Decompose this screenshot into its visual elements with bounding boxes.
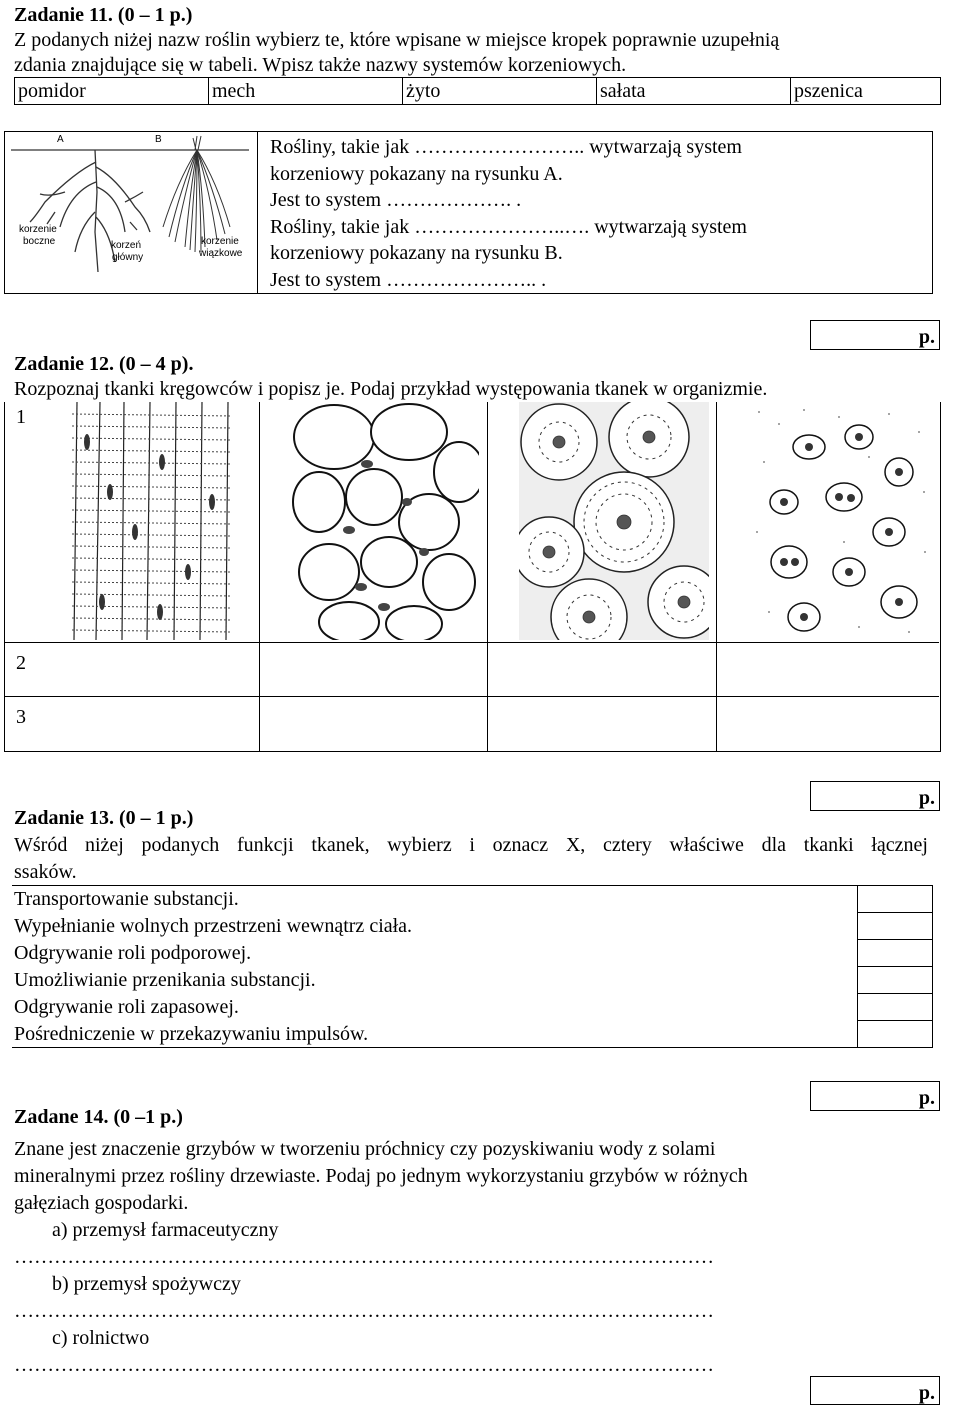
function-label: Wypełnianie wolnych przestrzeni wewnątrz ciała. <box>14 915 413 937</box>
function-answer-box[interactable] <box>858 886 933 913</box>
task14-text-line1: Znane jest znaczenie grzybów w tworzeniu próchnicy czy pozyskiwaniu wody z solami <box>14 1138 716 1160</box>
function-answer-box[interactable] <box>858 967 933 994</box>
function-label: Pośredniczenie w przekazywaniu impulsów. <box>12 1021 858 1048</box>
root-systems-illustration <box>5 132 257 293</box>
task12-instruction: Rozpoznaj tkanki kręgowców i popisz je. Podaj przykład występowania tkanek w organizmie. <box>14 378 768 400</box>
task13-intro-line1: Wśród niżej podanych funkcji tkanek, wybierz i oznacz X, cztery właściwe dla tkanki łącznej <box>14 834 928 856</box>
root-sentence-line: Rośliny, takie jak …………………….. wytwarzają system <box>270 136 742 158</box>
root-sentence-line: Rośliny, takie jak …………………..…. wytwarzają system <box>270 215 747 238</box>
task14-text-line2: mineralnymi przez rośliny drzewiaste. Podaj po jednym wykorzystaniu grzybów w różnych <box>14 1165 748 1187</box>
task13-title: Zadanie 13. (0 – 1 p.) <box>14 807 194 829</box>
function-row <box>12 940 933 967</box>
function-label: Umożliwianie przenikania substancji. <box>14 969 316 991</box>
tissue-row-label: 3 <box>16 706 26 728</box>
function-answer-box[interactable] <box>858 940 933 967</box>
function-row <box>12 1021 933 1048</box>
task14-answer-dots-b[interactable]: …………………………………………………………………………………………… <box>14 1300 714 1322</box>
task14-title: Zadane 14. (0 –1 p.) <box>14 1106 183 1128</box>
plant-name-cell: mech <box>209 78 403 105</box>
function-row <box>12 994 933 1021</box>
tissue-table <box>4 402 939 752</box>
fig-label-korzenie-boczne-2: boczne <box>23 236 56 247</box>
task14-item-a: a) przemysł farmaceutyczny <box>52 1219 279 1241</box>
task14-answer-dots-a[interactable]: …………………………………………………………………………………………… <box>14 1246 714 1268</box>
muscle-tissue-image <box>72 402 232 640</box>
root-figure-cell <box>5 132 258 293</box>
function-answer-box[interactable] <box>858 913 933 940</box>
bone-tissue-image <box>519 402 709 640</box>
function-answer-box[interactable] <box>858 994 933 1021</box>
fig-label-korzen-glowny-2: główny <box>112 252 144 263</box>
task11-intro-line2: zdania znajdujące się w tabeli. Wpisz także nazwy systemów korzeniowych. <box>14 54 627 76</box>
fig-label-korzenie-wiazkowe-2: wiązkowe <box>199 248 243 259</box>
plant-name-cell: pszenica <box>791 78 941 105</box>
plant-name-cell: sałata <box>597 78 791 105</box>
task14-answer-dots-c[interactable]: …………………………………………………………………………………………… <box>14 1354 714 1376</box>
root-sentence-line: Jest to system ………………. . <box>270 189 522 211</box>
root-text-cell <box>270 134 930 293</box>
plant-name-cell: pomidor <box>15 78 209 105</box>
function-label: Odgrywanie roli zapasowej. <box>14 996 239 1018</box>
root-systems-table <box>4 131 933 294</box>
fig-label-korzenie-boczne-1: korzenie <box>19 224 57 235</box>
task13-intro-line2: ssaków. <box>14 861 77 883</box>
task14-text-line3: gałęziach gospodarki. <box>14 1192 189 1214</box>
function-label: Odgrywanie roli podporowej. <box>14 942 252 964</box>
task11-points-box[interactable]: p. <box>810 320 940 350</box>
task12-title: Zadanie 12. (0 – 4 p). <box>14 353 194 375</box>
function-row <box>12 913 933 940</box>
root-sentence-line: Jest to system ………………….. . <box>270 268 547 291</box>
tissue-row-label: 2 <box>16 652 26 674</box>
cartilage-tissue-image <box>749 402 934 640</box>
root-sentence-line: korzeniowy pokazany na rysunku B. <box>270 242 563 264</box>
function-label: Transportowanie substancji. <box>12 886 858 913</box>
fig-label-a: A <box>57 134 64 145</box>
task11-title: Zadanie 11. (0 – 1 p.) <box>14 4 193 26</box>
tissue-row-label: 1 <box>16 406 26 428</box>
function-row <box>12 967 933 994</box>
task13-points-box[interactable]: p. <box>810 1081 940 1111</box>
task12-points-box[interactable]: p. <box>810 781 940 811</box>
fig-label-korzenie-wiazkowe-1: korzenie <box>201 236 239 247</box>
plant-names-table <box>14 77 941 105</box>
fig-label-b: B <box>155 134 162 145</box>
root-sentence-line: korzeniowy pokazany na rysunku A. <box>270 162 563 185</box>
task14-points-box[interactable]: p. <box>810 1376 940 1405</box>
task14-item-b: b) przemysł spożywczy <box>52 1273 241 1295</box>
fig-label-korzen-glowny-1: korzeń <box>111 240 142 251</box>
adipose-tissue-image <box>289 402 479 640</box>
function-row <box>12 886 933 913</box>
task11-intro-line1: Z podanych niżej nazw roślin wybierz te, które wpisane w miejsce kropek poprawnie uzupełnią <box>14 29 780 51</box>
functions-table <box>12 885 933 1048</box>
function-answer-box[interactable] <box>858 1021 933 1048</box>
plant-name-cell: żyto <box>403 78 597 105</box>
task14-item-c: c) rolnictwo <box>52 1327 150 1349</box>
